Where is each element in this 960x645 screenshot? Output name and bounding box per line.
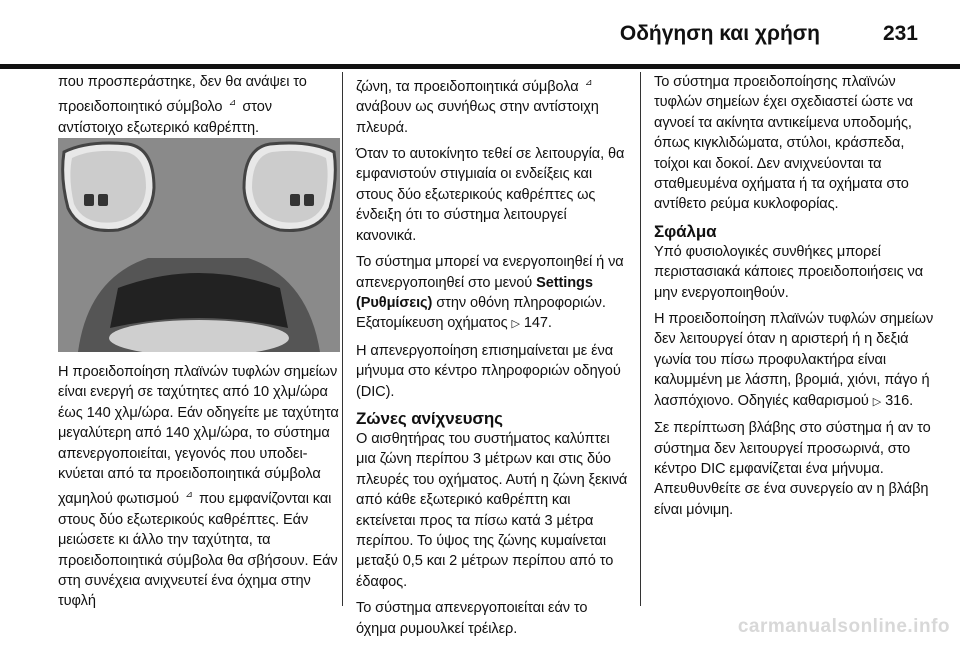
column-divider (640, 72, 641, 606)
paragraph: Το σύστημα μπορεί να ενεργοποιηθεί ή να απενεργοποιηθεί στο μενού Settings (Ρυθμίσεις) στην οθόνη πληροφοριών. Εξατομίκευση οχήματος ▷ 147. (356, 254, 624, 332)
page-title: Οδήγηση και χρήση (619, 22, 820, 45)
column-right (654, 72, 934, 526)
speed-range-paragraph: Η προειδοποίηση πλαϊνών τυφλών σημείων είναι ενεργή σε ταχύτητες από 10 χλμ/ώρα έως 140 χλμ/ώρα. Εάν οδηγείτε με ταχύτητα μεγαλύτερη από 140 χλμ/ώρα, το σύστημα απενεργοποιείται, γεγονός που υποδεικνύεται από τα προειδοποιητικά σύμβολα χαμηλού φωτισμού ⊿ που εμφανίζονται και στους δύο εξωτερικούς καθρέπτες. Εάν μειώσετε κι άλλο την ταχύτητα, τα προειδοποιητικά σύμβολα θα σβήσουν. Εάν στη συνέχεια ανιχνευτεί ένα όχημα στην τυφλή (58, 364, 339, 610)
arrow-ref-icon: ▷ (872, 395, 882, 408)
header-divider (0, 64, 960, 69)
paragraph: Η απενεργοποίηση επισημαίνεται με ένα μήνυμα στο κέντρο πληροφοριών οδηγού (DIC). (356, 342, 621, 400)
mirror-photo (58, 138, 340, 352)
mirror-illustration (58, 138, 340, 352)
paragraph: Το σύστημα προειδοποίησης πλαϊνών τυφλών σημείων έχει σχεδιαστεί ώστε να αγνοεί τα ακίνητα αντικείμενα υποδομής, όπως κιγκλιδώματα, στύλοι, κράσπεδα, τοίχοι και δοκοί. Δεν ανιχνεύονται τα σταθμευμένα οχήματα ή τα οχήματα στο αντίθετο ρεύμα κυκλοφορίας. (654, 74, 913, 213)
paragraph: Ο αισθητήρας του συστήματος καλύπτει μια ζώνη περίπου 3 μέτρων και στις δύο πλευρές του οχήματος. Αυτή η ζώνη ξεκινά από κάθε εξωτερικό καθρέπτη και εκτείνεται προς τα πίσω κατά 3 μέτρα περίπου. Το ύψος της ζώνης κυμαίνεται μεταξύ 0,5 και 2 μέτρων περίπου από το έδαφος. (356, 430, 628, 590)
column-middle (356, 72, 628, 645)
paragraph: ζώνη, τα προειδοποιητικά σύμβολα ⊿ ανάβουν ως συνήθως στην αντίστοιχη πλευρά. (356, 72, 628, 138)
arrow-ref-icon: ▷ (511, 318, 520, 331)
car-warning-icon: ⊿ (185, 489, 193, 500)
watermark: carmanualsonline.info (737, 616, 950, 637)
column-divider (342, 72, 343, 606)
page-number: 231 (882, 22, 918, 45)
paragraph: Το σύστημα απενεργοποιείται εάν το όχημα ρυμουλκεί τρέιλερ. (356, 600, 588, 637)
car-warning-icon: ⊿ (228, 97, 237, 108)
column-left (58, 72, 340, 144)
intro-paragraph: που προσπεράστηκε, δεν θα ανάψει το προειδοποιητικό σύμβολο ⊿ στον αντίστοιχο εξωτερικό καθρέπτη. (58, 74, 307, 136)
paragraph: Σε περίπτωση βλάβης στο σύστημα ή αν το σύστημα δεν λειτουργεί προσωρινά, στο κέντρο DIC εμφανίζεται ένα μήνυμα. Απευθυνθείτε σε ένα συνεργείο αν η βλάβη είναι μόνιμη. (654, 420, 931, 518)
page-reference[interactable]: 316. (885, 392, 914, 409)
car-warning-icon: ⊿ (584, 77, 593, 87)
paragraph: Υπό φυσιολογικές συνθήκες μπορεί περιστασιακά κάποιες προειδοποιήσεις να μην ενεργοποιηθούν. (654, 243, 924, 301)
paragraph: Η προειδοποίηση πλαϊνών τυφλών σημείων δεν λειτουργεί όταν η αριστερή ή η δεξιά γωνία του πίσω προφυλακτήρα είναι καλυμμένη με λάσπη, βρομιά, χιόνι, πάγο ή λασπόχιονο. Οδηγιές καθαρισμού ▷ 316. (654, 311, 934, 409)
settings-menu-label: Settings (Ρυθμίσεις) (356, 274, 593, 311)
section-heading: Σφάλμα (654, 221, 717, 241)
paragraph: Όταν το αυτοκίνητο τεθεί σε λειτουργία, θα εμφανιστούν στιγμιαία οι ενδείξεις και στους δύο εξωτερικούς καθρέπτες ως ένδειξη ότι το σύστημα λειτουργεί κανονικά. (356, 146, 625, 244)
page-reference[interactable]: 147. (523, 315, 552, 332)
column-left-lower (58, 362, 340, 618)
section-heading: Ζώνες ανίχνευσης (356, 408, 503, 428)
